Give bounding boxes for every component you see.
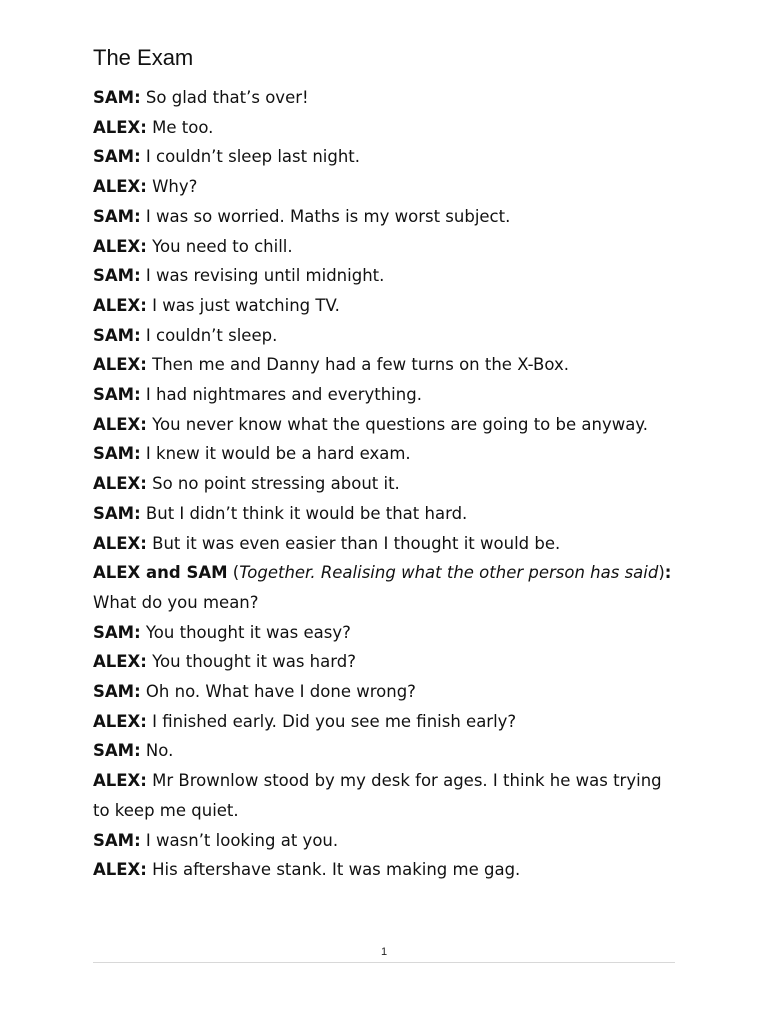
dialogue-text: I couldn’t sleep last night. [140, 147, 361, 167]
speaker-name: SAM: [93, 266, 141, 286]
dialogue-line [93, 350, 683, 380]
dialogue-line-together [93, 558, 683, 617]
dialogue-line [93, 261, 683, 291]
speaker-name: ALEX: [93, 771, 147, 791]
speaker-name: SAM: [93, 622, 141, 642]
dialogue-line [93, 618, 683, 648]
dialogue-line [93, 321, 683, 351]
speaker-name: SAM: [93, 830, 141, 850]
dialogue-text: But I didn’t think it would be that hard. [140, 503, 468, 523]
speaker-name: SAM: [93, 682, 141, 702]
dialogue-line [93, 529, 683, 559]
dialogue-line [93, 291, 683, 321]
speaker-name: ALEX: [93, 236, 147, 256]
dialogue-text: I was so worried. Maths is my worst subject. [140, 206, 511, 226]
speaker-name: SAM: [93, 206, 141, 226]
stage-direction: Together. Realising what the other person has said [239, 563, 659, 583]
speaker-name: ALEX: [93, 177, 147, 197]
dialogue-text: I couldn’t sleep. [140, 325, 278, 345]
dialogue-text: Then me and Danny had a few turns on the X-Box. [146, 355, 569, 375]
dialogue-line [93, 202, 683, 232]
speaker-name: ALEX: [93, 860, 147, 880]
dialogue-line [93, 677, 683, 707]
speaker-name: SAM: [93, 741, 141, 761]
dialogue-line [93, 232, 683, 262]
dialogue-text: So glad that’s over! [140, 88, 309, 107]
page-title: The Exam [93, 45, 194, 70]
speaker-name: ALEX: [93, 295, 147, 315]
dialogue-text: Oh no. What have I done wrong? [140, 682, 416, 702]
speaker-name: SAM: [93, 385, 141, 405]
footer-divider [93, 962, 675, 963]
speaker-colon: : [664, 563, 672, 583]
dialogue-line [93, 410, 683, 440]
dialogue-line [93, 380, 683, 410]
dialogue-text: I finished early. Did you see me finish early? [146, 711, 517, 731]
dialogue-line [93, 647, 683, 677]
dialogue-text: I was revising until midnight. [140, 266, 385, 286]
dialogue-line [93, 707, 683, 737]
dialogue-line [93, 736, 683, 766]
speaker-name: ALEX: [93, 117, 147, 137]
speaker-name: ALEX: [93, 474, 147, 494]
dialogue-text: I knew it would be a hard exam. [140, 444, 411, 464]
dialogue-text: No. [140, 741, 174, 761]
paren-close: ) [658, 563, 665, 583]
speaker-name: ALEX and SAM [93, 563, 228, 583]
speaker-name: SAM: [93, 147, 141, 167]
dialogue-line [93, 499, 683, 529]
speaker-name: ALEX: [93, 414, 147, 434]
paren-open: ( [227, 563, 240, 583]
dialogue-line [93, 469, 683, 499]
dialogue-line [93, 142, 683, 172]
dialogue-text: His aftershave stank. It was making me gag. [146, 860, 521, 880]
dialogue-text: Me too. [146, 117, 214, 137]
dialogue-text: I wasn’t looking at you. [140, 830, 339, 850]
dialogue-text: Why? [146, 177, 198, 197]
speaker-name: ALEX: [93, 355, 147, 375]
speaker-name: ALEX: [93, 711, 147, 731]
dialogue-text: You never know what the questions are going to be anyway. [146, 414, 648, 434]
dialogue-text: What do you mean? [93, 592, 259, 612]
dialogue-text: You thought it was easy? [140, 622, 351, 642]
dialogue-line [93, 113, 683, 143]
dialogue-line [93, 172, 683, 202]
dialogue-text: You thought it was hard? [146, 652, 356, 672]
dialogue-text: Mr Brownlow stood by my desk for ages. I think he was trying to keep me quiet. [93, 771, 662, 820]
page-number: 1 [380, 946, 388, 958]
speaker-name: SAM: [93, 444, 141, 464]
dialogue-line [93, 766, 683, 825]
dialogue-line [93, 826, 683, 856]
dialogue-line [93, 439, 683, 469]
speaker-name: ALEX: [93, 652, 147, 672]
dialogue-text: I was just watching TV. [146, 295, 340, 315]
speaker-name: SAM: [93, 88, 141, 107]
speaker-name: SAM: [93, 325, 141, 345]
dialogue-text: I had nightmares and everything. [140, 385, 422, 405]
dialogue-text: So no point stressing about it. [146, 474, 400, 494]
dialogue-line [93, 855, 683, 885]
script-body [93, 83, 683, 885]
speaker-name: SAM: [93, 503, 141, 523]
dialogue-text: You need to chill. [146, 236, 293, 256]
dialogue-text: But it was even easier than I thought it would be. [146, 533, 561, 553]
speaker-name: ALEX: [93, 533, 147, 553]
dialogue-line [93, 83, 683, 113]
